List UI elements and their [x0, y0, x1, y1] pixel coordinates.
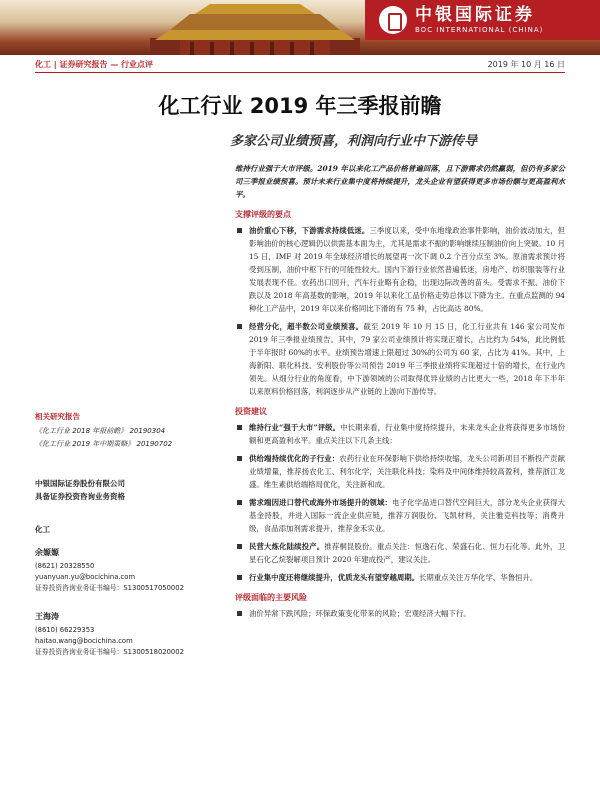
risk-list [235, 607, 565, 620]
bullet-item [235, 320, 565, 398]
report-subtitle: 多家公司业绩预喜，利润向行业中下游传导 [230, 134, 478, 149]
bullet-text: 中长期来看，行业集中度持续提升，未来龙头企业将获得更多市场份额和更高盈利水平。重点关注以下几条主线： [249, 423, 565, 445]
sidebar [35, 410, 220, 658]
company-name: 中银国际证券股份有限公司 [35, 479, 125, 488]
bullet-text: 长期重点关注万华化学、华鲁恒升。 [419, 573, 538, 582]
analyst-card [35, 546, 220, 594]
company-qualification: 具备证券投资咨询业务资格 [35, 492, 125, 501]
report-meta-row [35, 57, 565, 73]
logo-chinese: 中银国际证券 [415, 5, 535, 25]
bullet-lead: 行业集中度还将继续提升，优质龙头有望穿越周期。 [249, 573, 419, 582]
analyst-cert: 证券投资咨询业务证书编号：S1300518020002 [35, 648, 184, 656]
analyst-email[interactable]: haitao.wang@bocichina.com [35, 637, 133, 645]
bullet-lead: 需求端因进口替代或海外市场提升的领域： [249, 498, 393, 507]
report-title: 化工行业 2019 年三季报前瞻 [158, 94, 442, 118]
bullet-text: 三季度以来，受中东地缘政治事件影响，油价波动加大，但影响油价的核心逻辑仍以供需基本面为主，尤其是需求不振的影响继续压制油价向上突破。10 月 15 日，IMF 对 2019 年全球经济增长的展望再一次下调 0.2 个百分点至 3%。原油需求预计将受到压制，油价中枢下行的可能性较大。国内下游行业依然普遍低迷，房地产、纺织服装等行业发展表现不佳。农药出口回升，汽车行业略有企稳，出现边际改善的苗头。受需求不振、油价下跌以及 2018 年高基数的影响，2019 年以来化工品价格走势总体以下降为主。在重点监测的 94 种化工产品中，2019 年以来价格同比下滑的有 75 种，占比高达 80%。 [249, 226, 565, 313]
bullet-item [235, 540, 565, 566]
sector-label: 化工 [35, 525, 50, 534]
related-reports-heading: 相关研究报告 [35, 412, 80, 421]
bullet-item [235, 421, 565, 447]
bullet-item [235, 224, 565, 315]
brand-logo [365, 0, 600, 40]
report-category: 化工 | 证券研究报告 — 行业点评 [35, 60, 154, 69]
bullet-lead: 油价重心下移，下游需求持续低迷。 [249, 226, 370, 235]
analyst-name: 王海涛 [35, 612, 59, 621]
boc-logo-icon [379, 6, 407, 34]
points-heading: 支撑评级的要点 [235, 209, 291, 219]
logo-english: BOC INTERNATIONAL (CHINA) [415, 26, 544, 34]
bullet-lead: 经营分化，超半数公司业绩预喜。 [249, 322, 364, 331]
report-date: 2019 年 10 月 16 日 [487, 60, 565, 69]
related-report-item: 《化工行业 2018 年报前瞻》 20190304 [35, 427, 166, 435]
bullet-lead: 民营大炼化陆续投产。 [249, 542, 325, 551]
header-banner [0, 0, 600, 55]
advice-heading: 投资建议 [235, 406, 267, 416]
analyst-email[interactable]: yuanyuan.yu@bocichina.com [35, 573, 136, 581]
bullet-text: 电子化学品进口替代空间巨大，部分龙头企业获得大基金持股，并进入国际一流企业供应链，推荐万润股份、飞凯材料，关注雅克科技等；消费升级，食品添加剂需求提升，推荐金禾实业。 [249, 498, 565, 533]
bullet-text: 截至 2019 年 10 月 15 日，化工行业共有 146 家公司发布 2019 年三季报业绩预告。其中，79 家公司业绩预计将实现正增长，占比约为 54%，此比例低于半年报时 60%的水平。业绩预告增速上限超过 30%的公司为 60 家，占比为 41%。其中，上海新阳、联化科技、安利股份等公司预告 2019 年三季报业绩将实现超过十倍的增长，在行业内领先。从细分行业的角度看，中下游领域的公司取得优异业绩的占比更大一些，2018 年下半年以来原料价格回落，利润逐步从产业链的上游向下游传导。 [249, 322, 565, 396]
advice-list [235, 421, 565, 584]
bullet-item [235, 571, 565, 584]
analyst-card [35, 610, 220, 658]
related-report-item: 《化工行业 2019 年中期策略》 20190702 [35, 440, 173, 448]
bullet-item [235, 607, 565, 620]
analyst-name: 余嫄嫄 [35, 548, 59, 557]
forbidden-city-roof-image [150, 0, 360, 55]
analyst-phone: (8621) 20328550 [35, 562, 95, 570]
points-list [235, 224, 565, 398]
bullet-item [235, 452, 565, 491]
analyst-cert: 证券投资咨询业务证书编号：S1300517050002 [35, 584, 184, 592]
lead-paragraph: 维持行业强于大市评级。2019 年以来化工产品价格普遍回落，且下游需求仍然羸弱，但仍有多家公司三季报业绩预喜。预计未来行业集中度将持续提升，龙头企业有望获得更多市场份额与更高盈利水平。 [235, 164, 565, 199]
bullet-text: 油价异常下跌风险；环保政策变化带来的风险；宏观经济大幅下行。 [249, 609, 471, 618]
bullet-item [235, 496, 565, 535]
main-content [235, 162, 565, 625]
bullet-text: 推荐桐昆股份。重点关注：恒逸石化、荣盛石化、恒力石化等。此外，卫星石化乙烷裂解项目预计 2020 年建成投产，建议关注。 [249, 542, 565, 564]
bullet-lead: 维持行业“强于大市”评级。 [249, 423, 341, 432]
bullet-lead: 供给端持续优化的子行业： [249, 454, 340, 463]
analyst-phone: (8610) 66229353 [35, 626, 95, 634]
risk-heading: 评级面临的主要风险 [235, 592, 307, 602]
bullet-text: 农药行业在环保影响下供给持续收缩，龙头公司新项目不断投产贡献业绩增量，推荐扬农化工、利尔化学，关注联化科技；染料及中间体维持较高盈利，推荐浙江龙盛。维生素供给端格局优化，关注新和成。 [249, 454, 565, 489]
